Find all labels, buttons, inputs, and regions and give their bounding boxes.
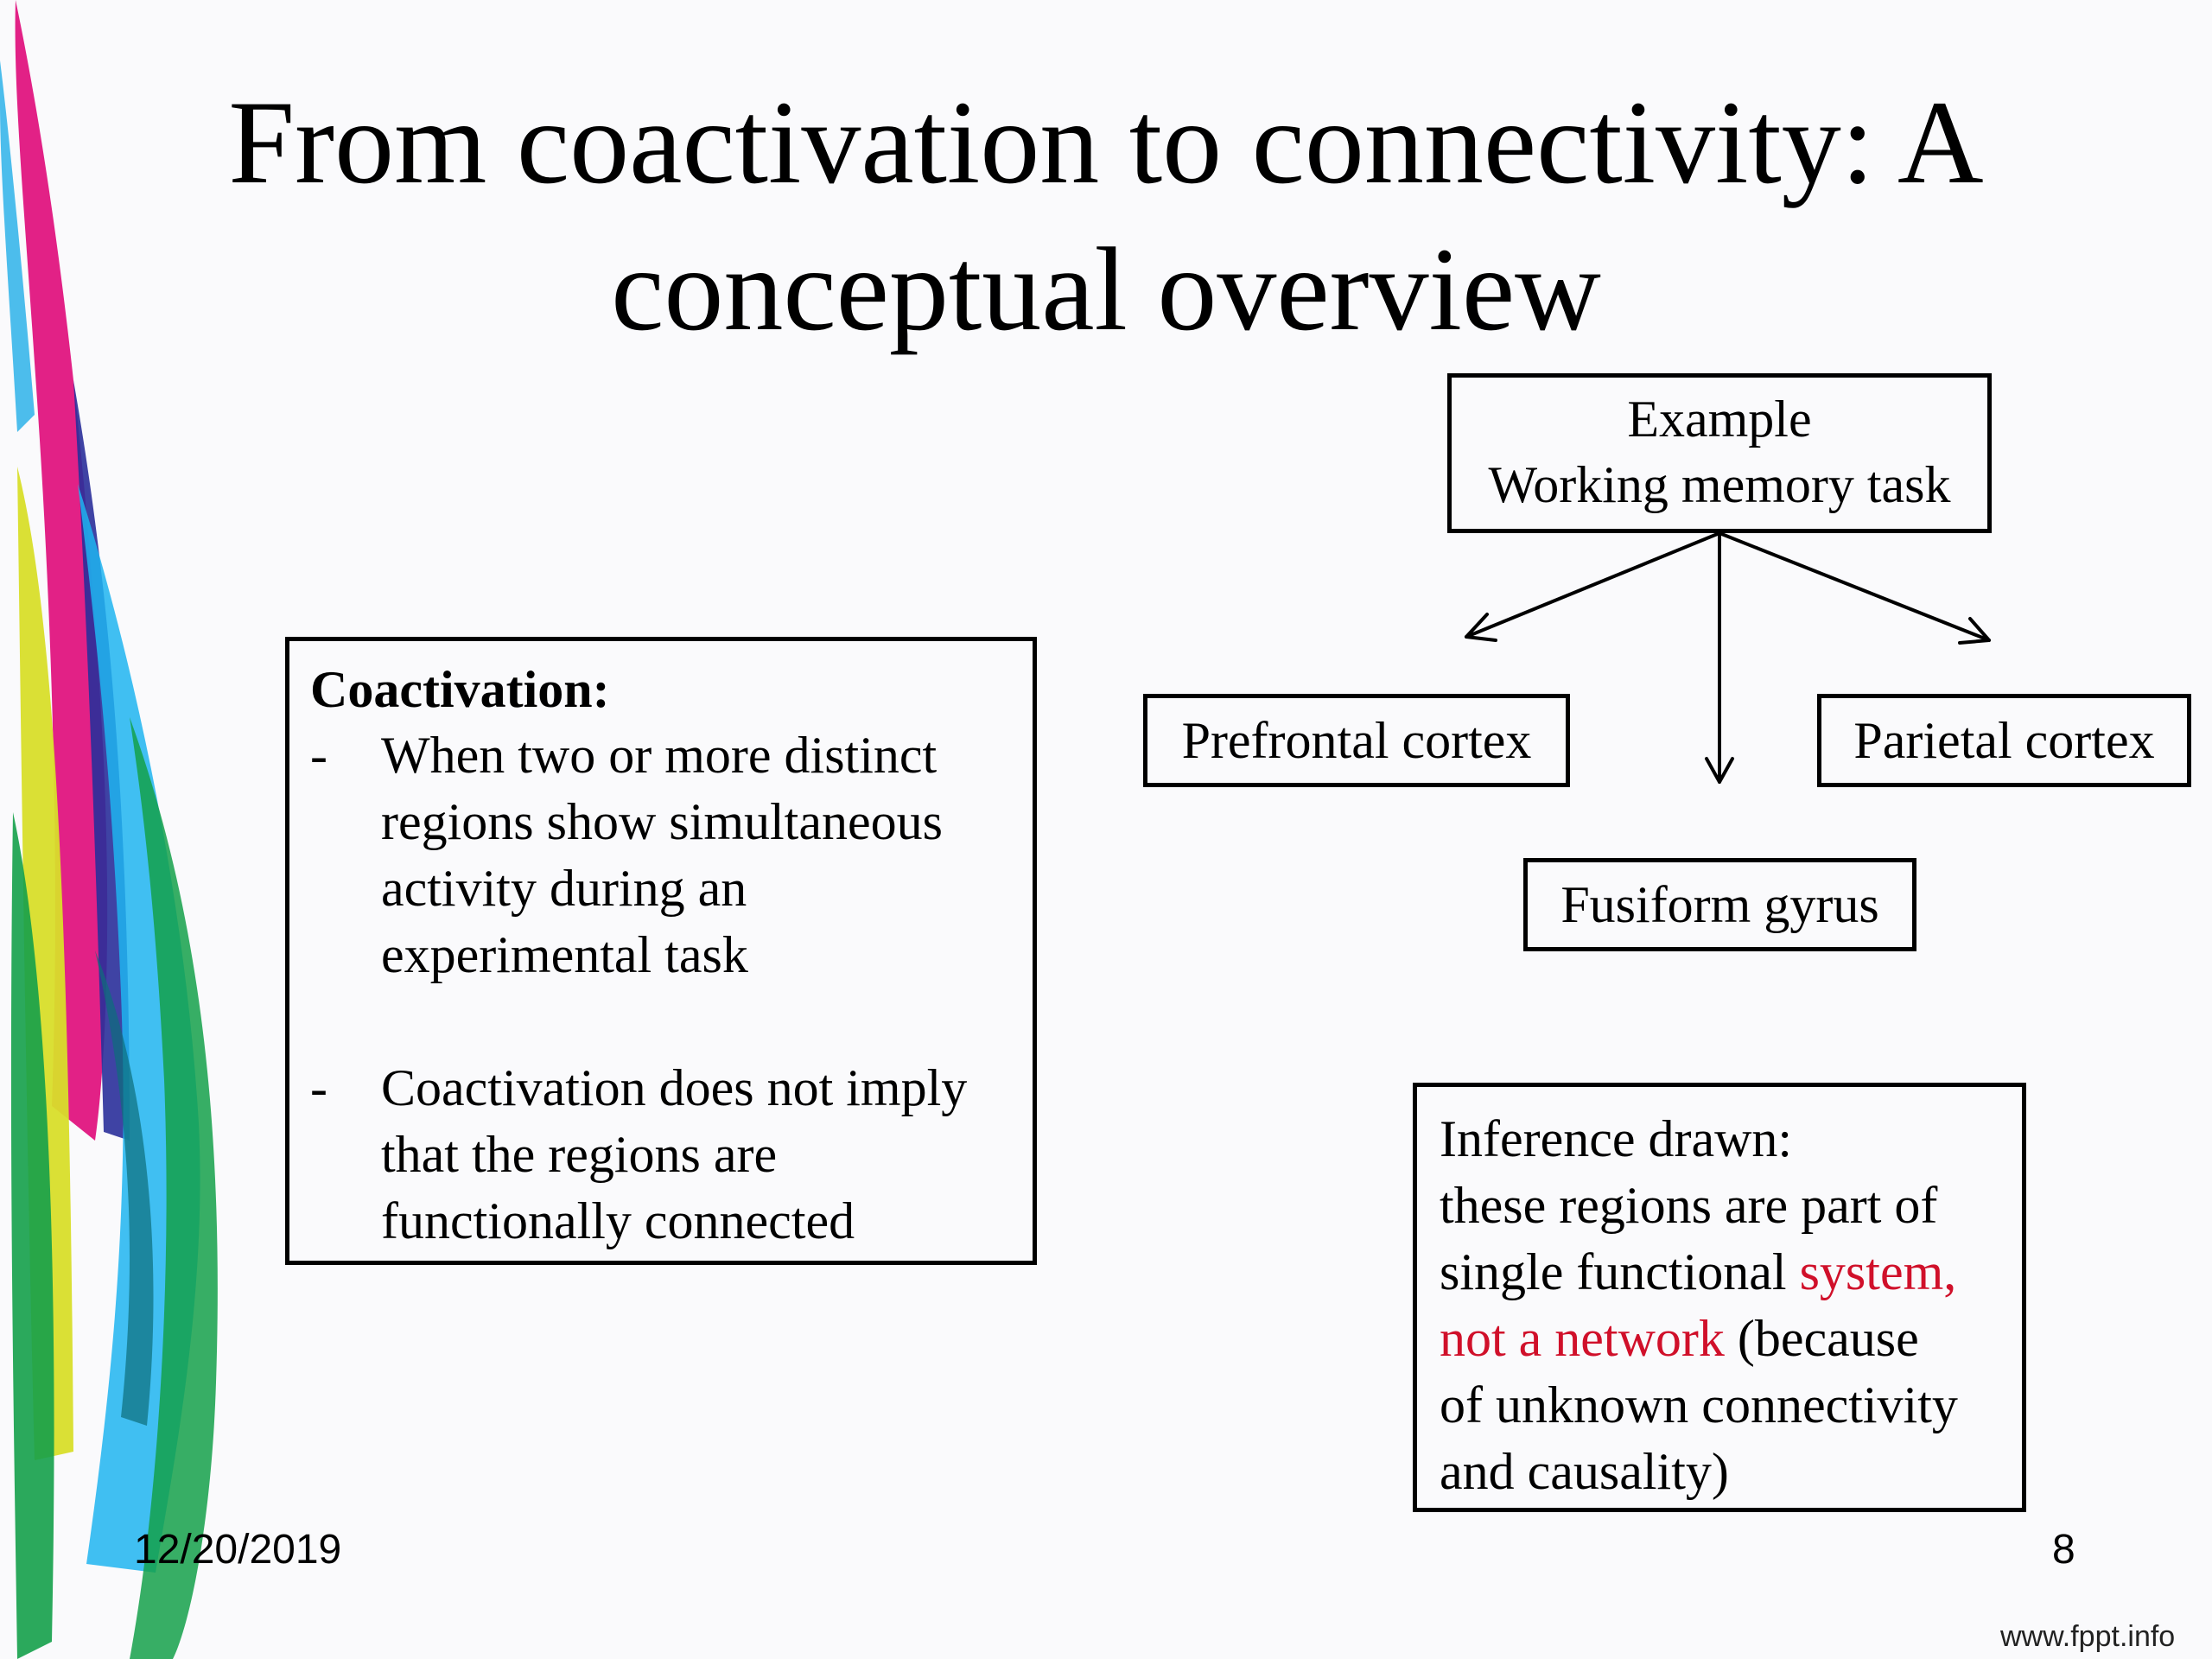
bullet-1-line-2: regions show simultaneous: [381, 793, 943, 850]
inference-line-3-plain: single functional: [1440, 1243, 1800, 1300]
example-label: Example: [1627, 391, 1812, 448]
bullet-dash: -: [310, 1059, 327, 1116]
arrowhead-parietal: [1960, 619, 1989, 643]
coactivation-bullet-1: [310, 722, 1012, 988]
slide-title-line-2: conceptual overview: [611, 223, 1601, 355]
parietal-cortex-label: Parietal cortex: [1853, 712, 2155, 769]
inference-highlight-system: system,: [1799, 1243, 1957, 1300]
slide-title: [138, 69, 2074, 363]
coactivation-bullet-2: [310, 1055, 1012, 1255]
arrowhead-prefrontal: [1466, 614, 1496, 640]
bullet-1-line-1: When two or more distinct: [381, 727, 938, 784]
parietal-cortex-box: [1817, 694, 2191, 787]
fusiform-gyrus-box: [1523, 858, 1916, 951]
inference-line-1: Inference drawn:: [1440, 1110, 1793, 1167]
inference-line-5: of unknown connectivity: [1440, 1376, 1958, 1433]
slide-title-line-1: From coactivation to connectivity: A: [228, 76, 1984, 208]
arrow-to-prefrontal: [1466, 533, 1719, 637]
bullet-dash: -: [310, 727, 327, 784]
arrow-to-parietal: [1719, 533, 1989, 640]
inference-line-4: [1440, 1306, 2001, 1372]
example-task-label: Working memory task: [1488, 456, 1951, 513]
bullet-1-line-4: experimental task: [381, 926, 748, 983]
inference-line-3: [1440, 1239, 2001, 1306]
slide-page-number: 8: [2052, 1527, 2075, 1573]
prefrontal-cortex-box: [1143, 694, 1570, 787]
bullet-1-line-3: activity during an: [381, 860, 747, 917]
example-task-box: [1447, 373, 1992, 533]
bullet-2-line-2: that the regions are: [381, 1126, 778, 1183]
prefrontal-cortex-label: Prefrontal cortex: [1181, 712, 1532, 769]
inference-box: [1413, 1083, 2026, 1512]
bullet-2-line-3: functionally connected: [381, 1192, 855, 1249]
watermark: www.fppt.info: [2000, 1620, 2176, 1653]
inference-highlight-network: not a network: [1440, 1310, 1725, 1367]
slide-date: 12/20/2019: [134, 1527, 342, 1573]
inference-line-2: these regions are part of: [1440, 1177, 1938, 1234]
inference-line-4-plain: (because: [1724, 1310, 1919, 1367]
fusiform-gyrus-label: Fusiform gyrus: [1560, 876, 1879, 933]
arrowhead-fusiform: [1707, 759, 1732, 782]
coactivation-definition-box: [285, 637, 1037, 1265]
coactivation-heading: Coactivation:: [310, 661, 610, 718]
inference-line-6: and causality): [1440, 1443, 1729, 1500]
bullet-2-line-1: Coactivation does not imply: [381, 1059, 968, 1116]
